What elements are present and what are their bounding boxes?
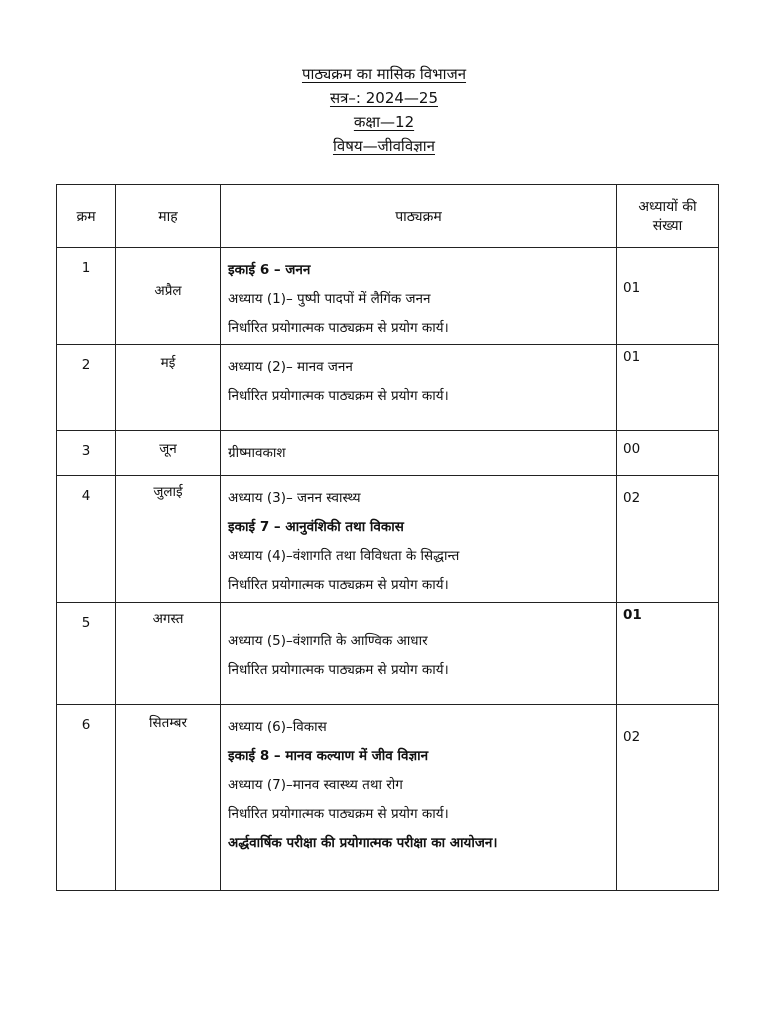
row-syllabus [221, 431, 617, 476]
row-month: मई [116, 345, 221, 431]
syllabus-line: निर्धारित प्रयोगात्मक पाठ्यक्रम से प्रयोग कार्य। [228, 577, 449, 593]
row-chapter-count: 02 [617, 705, 719, 891]
table-row [57, 476, 719, 603]
syllabus-line: अध्याय (5)–वंशागति के आण्विक आधार [228, 633, 428, 649]
row-syllabus [221, 705, 617, 891]
session-line: सत्र–: 2024—25 [329, 89, 438, 107]
row-syllabus [221, 248, 617, 345]
row-serial: 6 [57, 705, 116, 891]
row-serial: 5 [57, 603, 116, 705]
syllabus-line: इकाई 7 – आनुवंशिकी तथा विकास [228, 519, 404, 535]
syllabus-line: इकाई 8 – मानव कल्याण में जीव विज्ञान [228, 748, 429, 764]
row-serial: 3 [57, 431, 116, 476]
document-title: पाठ्यक्रम का मासिक विभाजन [301, 65, 467, 83]
header-month: माह [116, 185, 221, 248]
row-chapter-count: 01 [617, 603, 719, 705]
header-syllabus: पाठ्यक्रम [221, 185, 617, 248]
table-header-row [57, 185, 719, 248]
row-chapter-count: 01 [617, 345, 719, 431]
table-row [57, 345, 719, 431]
header-serial: क्रम [57, 185, 116, 248]
row-serial: 1 [57, 248, 116, 345]
syllabus-line: अध्याय (3)– जनन स्वास्थ्य [228, 490, 361, 506]
row-syllabus [221, 345, 617, 431]
table-row [57, 248, 719, 345]
row-syllabus [221, 603, 617, 705]
syllabus-line: अध्याय (1)– पुष्पी पादपों में लैगिंक जनन [228, 291, 431, 307]
syllabus-line: निर्धारित प्रयोगात्मक पाठ्यक्रम से प्रयोग कार्य। [228, 662, 449, 678]
row-chapter-count: 02 [617, 476, 719, 603]
syllabus-line: अध्याय (2)– मानव जनन [228, 359, 353, 375]
syllabus-table [56, 184, 719, 891]
subject-line: विषय—जीवविज्ञान [332, 137, 435, 155]
syllabus-line: अध्याय (4)–वंशागति तथा विविधता के सिद्धान्त [228, 548, 460, 564]
table-row [57, 431, 719, 476]
row-chapter-count: 01 [617, 248, 719, 345]
row-chapter-count: 00 [617, 431, 719, 476]
header-chapter-count: अध्यायों की संख्या [617, 185, 719, 248]
syllabus-line: निर्धारित प्रयोगात्मक पाठ्यक्रम से प्रयोग कार्य। [228, 806, 449, 822]
row-month: अप्रैल [116, 248, 221, 345]
row-serial: 4 [57, 476, 116, 603]
table-row [57, 603, 719, 705]
row-month: जुलाई [116, 476, 221, 603]
syllabus-line: निर्धारित प्रयोगात्मक पाठ्यक्रम से प्रयोग कार्य। [228, 320, 449, 336]
row-serial: 2 [57, 345, 116, 431]
class-line: कक्षा—12 [353, 113, 415, 131]
syllabus-line: निर्धारित प्रयोगात्मक पाठ्यक्रम से प्रयोग कार्य। [228, 388, 449, 404]
syllabus-line: इकाई 6 – जनन [228, 262, 311, 278]
row-syllabus [221, 476, 617, 603]
syllabus-line: ग्रीष्मावकाश [228, 445, 286, 461]
table-row [57, 705, 719, 891]
syllabus-line: अर्द्धवार्षिक परीक्षा की प्रयोगात्मक परीक्षा का आयोजन। [228, 835, 498, 851]
row-month: जून [116, 431, 221, 476]
syllabus-line: अध्याय (7)–मानव स्वास्थ्य तथा रोग [228, 777, 403, 793]
document-header [0, 62, 768, 158]
syllabus-line: अध्याय (6)–विकास [228, 719, 327, 735]
row-month: अगस्त [116, 603, 221, 705]
row-month: सितम्बर [116, 705, 221, 891]
